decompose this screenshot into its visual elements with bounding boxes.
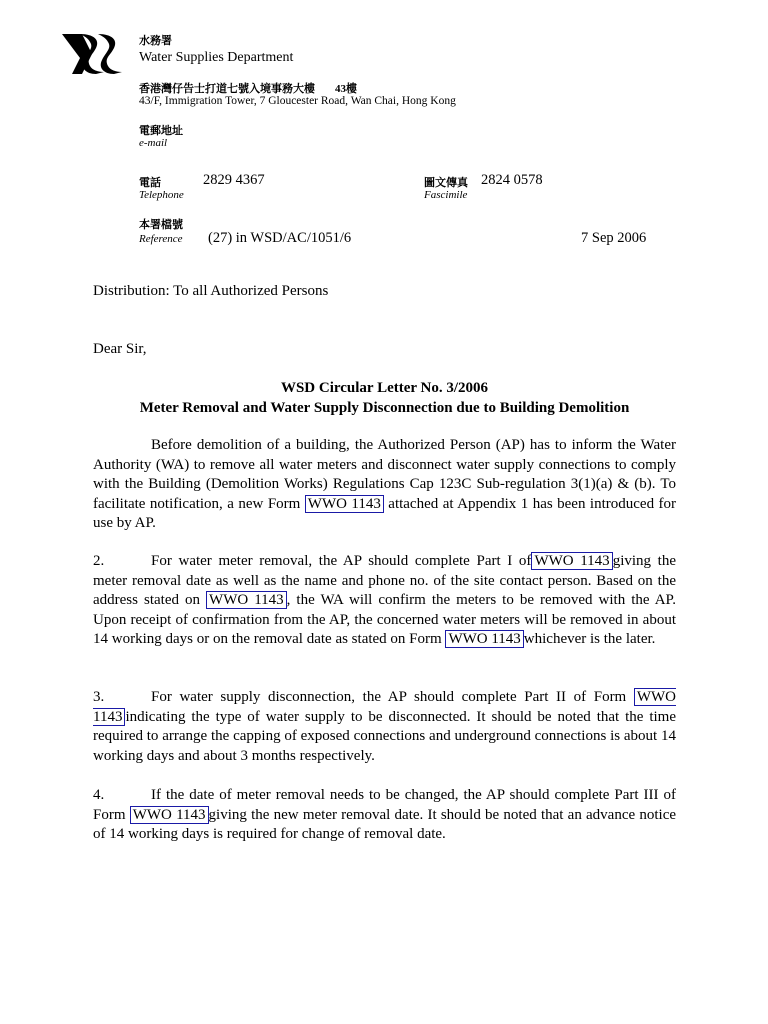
- email-chinese-label: 電郵地址: [139, 125, 183, 137]
- fax-number: 2824 0578: [481, 172, 543, 188]
- email-label: e-mail: [139, 137, 168, 149]
- address-chinese: 香港灣仔告士打道七號入境事務大樓: [139, 83, 315, 95]
- circular-subject: Meter Removal and Water Supply Disconnection due to Building Demolition: [139, 400, 630, 416]
- paragraph-2: [93, 552, 676, 650]
- form-link[interactable]: WWO 1143: [206, 591, 287, 609]
- fax-chinese-label: 圖文傳真: [424, 177, 468, 189]
- form-link[interactable]: WWO 1143: [305, 495, 384, 513]
- para2-text-a: For water meter removal, the AP should complete Part I of: [151, 553, 532, 569]
- dept-chinese-name: 水務署: [139, 35, 172, 47]
- letter-date: 7 Sep 2006: [581, 230, 647, 246]
- para2-text-d: whichever is the later.: [523, 631, 656, 647]
- wsd-logo-icon: [60, 30, 122, 74]
- para2-text-b: giving the meter removal date as well as the name and phone no. of the site contact person. Based on the address stated on: [93, 553, 676, 608]
- para4-number: 4.: [93, 787, 105, 803]
- para2-number: 2.: [93, 553, 105, 569]
- para1-text-b: attached at Appendix 1 has been introduced for use by AP.: [93, 495, 677, 531]
- salutation: Dear Sir,: [93, 341, 147, 357]
- reference-chinese-label: 本署檔號: [139, 219, 183, 231]
- form-link[interactable]: WWO 1143: [130, 806, 209, 824]
- telephone-number: 2829 4367: [203, 172, 265, 188]
- form-link[interactable]: WWO 1143: [93, 689, 677, 725]
- form-link[interactable]: WWO 1143: [445, 630, 523, 648]
- para4-text-b: giving the new meter removal date. It should be noted that an advance notice of 14 working days is required for change of removal date.: [93, 806, 677, 842]
- para3-text-b: indicating the type of water supply to be disconnected. It should be noted that the time required to arrange the capping of exposed connections and underground connections is about 14 working days and about 3 months respectively.: [93, 708, 676, 764]
- telephone-chinese-label: 電話: [139, 177, 161, 189]
- para2-text-c: , the WA will confirm the meters to be removed with the AP. Upon receipt of confirmation from the AP, the concerned water meters will be removed in about 14 working days or on the removal date as stated on Form: [93, 592, 676, 647]
- distribution-line: Distribution: To all Authorized Persons: [93, 283, 329, 299]
- telephone-label: Telephone: [139, 189, 184, 201]
- paragraph-1: [93, 436, 676, 534]
- para3-number: 3.: [93, 689, 105, 705]
- fax-label: Fascimile: [424, 189, 468, 201]
- para1-text-a: Before demolition of a building, the Authorized Person (AP) has to inform the Water Authority (WA) to remove all water meters and disconnect water supply connections to comply with the Building (Demolition Works) Regulations Cap 123C Sub-regulation 3(1)(a) & (b). To facilitate notification, a new Form: [93, 437, 676, 512]
- circular-title: [93, 378, 676, 418]
- paragraph-4: [93, 786, 676, 845]
- dept-name: Water Supplies Department: [139, 50, 294, 65]
- para3-text-a: For water supply disconnection, the AP should complete Part II of Form: [151, 689, 627, 705]
- floor-chinese: 43樓: [335, 83, 357, 95]
- paragraph-3: [93, 688, 676, 766]
- form-link[interactable]: WWO 1143: [531, 552, 612, 570]
- reference-label: Reference: [139, 233, 183, 245]
- address: 43/F, Immigration Tower, 7 Gloucester Road, Wan Chai, Hong Kong: [139, 95, 456, 107]
- circular-number: WSD Circular Letter No. 3/2006: [280, 380, 489, 396]
- reference-number: (27) in WSD/AC/1051/6: [208, 230, 352, 246]
- para4-text-a: If the date of meter removal needs to be changed, the AP should complete Part III of Form: [93, 787, 676, 823]
